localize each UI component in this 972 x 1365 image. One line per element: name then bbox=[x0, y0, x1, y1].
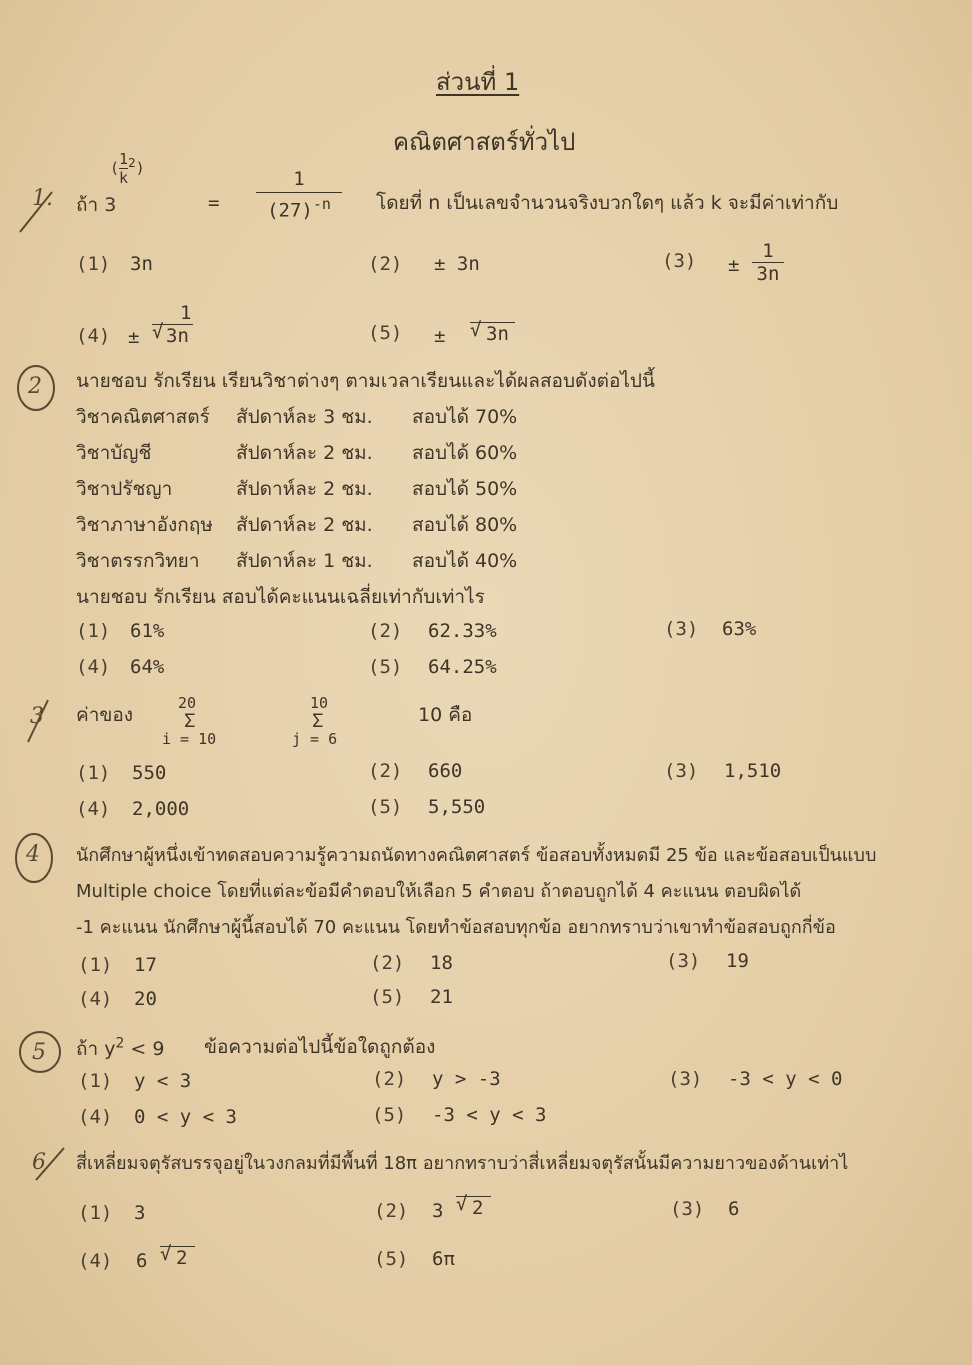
choice-label: (1) bbox=[76, 253, 111, 275]
q1-if-base: ถ้า 3 bbox=[76, 194, 117, 216]
q1-frac-den: $(27)^{-n}$ bbox=[256, 192, 342, 221]
choice-label: (5) bbox=[374, 1248, 409, 1270]
choice-pm: ± bbox=[128, 326, 140, 348]
choice-label: (3) bbox=[664, 760, 699, 782]
q4-line-3: -1 คะแนน นักศึกษาผู้นี้สอบได้ 70 คะแนน โดยทำข้อสอบทุกข้อ อยากทราบว่าเขาทำข้อสอบถูกกี่ข้อ bbox=[76, 917, 836, 938]
choice-text: 17 bbox=[134, 954, 157, 976]
choice-label: (5) bbox=[368, 656, 403, 678]
question-number: 2 bbox=[28, 374, 42, 399]
choice-label: (3) bbox=[666, 950, 701, 972]
sum2-upper-limit: 10 bbox=[310, 694, 329, 712]
question-number: 5 bbox=[32, 1040, 46, 1065]
choice-pm: ± bbox=[728, 254, 740, 276]
choice-text: 3 bbox=[134, 1202, 146, 1224]
choice-label: (3) bbox=[668, 1068, 703, 1090]
choice-label: (4) bbox=[76, 798, 111, 820]
choice-label: (5) bbox=[368, 322, 403, 344]
subject-title: คณิตศาสตร์ทั่วไป bbox=[393, 128, 576, 156]
choice-text: 2,000 bbox=[132, 798, 190, 820]
choice-label: (4) bbox=[76, 325, 111, 347]
choice-label: (2) bbox=[368, 253, 403, 275]
q1-exponent: ( $\frac{1}{k}$ $^2$) bbox=[110, 150, 145, 187]
choice-text: 19 bbox=[726, 950, 749, 972]
q2-question: นายชอบ รักเรียน สอบได้คะแนนเฉลี่ยเท่ากับเท่าไร bbox=[76, 586, 485, 608]
subject-cell: วิชาปรัชญา bbox=[76, 478, 173, 500]
q1-equals: = bbox=[208, 192, 220, 214]
choice-text: 3n bbox=[130, 253, 153, 275]
choice-label: (2) bbox=[368, 620, 403, 642]
sum2-lower-limit: j = 6 bbox=[292, 730, 338, 748]
subject-cell: วิชาบัญชี bbox=[76, 442, 152, 464]
choice-coefficient: 3 bbox=[432, 1200, 444, 1222]
choice-text: 6π bbox=[432, 1248, 455, 1270]
question-number: 3 bbox=[30, 704, 44, 729]
hours-cell: สัปดาห์ละ 2 ชม. bbox=[236, 514, 373, 536]
subject-cell: วิชาภาษาอังกฤษ bbox=[76, 514, 213, 536]
hours-cell: สัปดาห์ละ 3 ชม. bbox=[236, 406, 373, 428]
choice-label: (2) bbox=[372, 1068, 407, 1090]
sigma-symbol: Σ bbox=[312, 710, 324, 732]
choice-label: (4) bbox=[76, 656, 111, 678]
hours-cell: สัปดาห์ละ 1 ชม. bbox=[236, 550, 373, 572]
q4-line-1: นักศึกษาผู้หนึ่งเข้าทดสอบความรู้ความถนัดทางคณิตศาสตร์ ข้อสอบทั้งหมดมี 25 ข้อ และข้อสอบเป็นแบบ bbox=[76, 845, 877, 866]
choice-label: (1) bbox=[78, 954, 113, 976]
choice-label: (4) bbox=[78, 988, 113, 1010]
hours-cell: สัปดาห์ละ 2 ชม. bbox=[236, 442, 373, 464]
choice-pm: ± bbox=[434, 325, 446, 347]
choice-text: 63% bbox=[722, 618, 757, 640]
choice-text: 5,550 bbox=[428, 796, 486, 818]
part-title: ส่วนที่ 1 bbox=[436, 68, 520, 96]
choice-text: 550 bbox=[132, 762, 167, 784]
choice-text: y < 3 bbox=[134, 1070, 192, 1092]
q2-intro: นายชอบ รักเรียน เรียนวิชาต่างๆ ตามเวลาเรียนและได้ผลสอบดังต่อไปนี้ bbox=[76, 370, 655, 392]
subject-cell: วิชาคณิตศาสตร์ bbox=[76, 406, 210, 428]
choice-text: y > -3 bbox=[432, 1068, 501, 1090]
choice-text: 20 bbox=[134, 988, 157, 1010]
choice-label: (2) bbox=[368, 760, 403, 782]
choice-label: (3) bbox=[664, 618, 699, 640]
score-cell: สอบได้ 50% bbox=[412, 478, 518, 500]
choice-text: 18 bbox=[430, 952, 453, 974]
choice-text: 64% bbox=[130, 656, 165, 678]
q1-fraction bbox=[256, 168, 342, 221]
question-number: 6 bbox=[32, 1150, 46, 1175]
hours-cell: สัปดาห์ละ 2 ชม. bbox=[236, 478, 373, 500]
q5-question: ข้อความต่อไปนี้ข้อใดถูกต้อง bbox=[204, 1036, 436, 1058]
choice-text: 61% bbox=[130, 620, 165, 642]
choice-fraction: 1 3n bbox=[752, 240, 784, 285]
choice-coefficient: 6 bbox=[136, 1250, 148, 1272]
choice-label: (3) bbox=[662, 250, 697, 272]
choice-text: 21 bbox=[430, 986, 453, 1008]
choice-label: (4) bbox=[78, 1250, 113, 1272]
choice-label: (5) bbox=[368, 796, 403, 818]
choice-label: (4) bbox=[78, 1106, 113, 1128]
choice-text: 64.25% bbox=[428, 656, 497, 678]
choice-radical: √ 2 bbox=[456, 1196, 491, 1219]
choice-text: 1,510 bbox=[724, 760, 782, 782]
choice-radical: √ 3n bbox=[152, 324, 193, 347]
score-cell: สอบได้ 70% bbox=[412, 406, 518, 428]
q1-frac-num: 1 bbox=[293, 168, 305, 190]
score-cell: สอบได้ 40% bbox=[412, 550, 518, 572]
choice-numerator: 1 bbox=[180, 302, 192, 324]
choice-label: (2) bbox=[370, 952, 405, 974]
q6-text: สี่เหลี่ยมจตุรัสบรรจุอยู่ในวงกลมที่มีพื้นที่ 18π อยากทราบว่าสี่เหลี่ยมจตุรัสนั้นมีความยาวของด้านเท่าไ bbox=[76, 1153, 849, 1174]
score-cell: สอบได้ 80% bbox=[412, 514, 518, 536]
sigma-symbol: Σ bbox=[184, 710, 196, 732]
q4-line-2: Multiple choice โดยที่แต่ละข้อมีคำตอบให้เลือก 5 คำตอบ ถ้าตอบถูกได้ 4 คะแนน ตอบผิดได้ bbox=[76, 881, 802, 902]
choice-text: 0 < y < 3 bbox=[134, 1106, 237, 1128]
choice-label: (1) bbox=[76, 620, 111, 642]
choice-radical: √ 2 bbox=[160, 1246, 195, 1269]
choice-radical: √ 3n bbox=[470, 322, 515, 345]
choice-text: 660 bbox=[428, 760, 463, 782]
choice-text: 6 bbox=[728, 1198, 740, 1220]
choice-label: (3) bbox=[670, 1198, 705, 1220]
choice-label: (1) bbox=[76, 762, 111, 784]
score-cell: สอบได้ 60% bbox=[412, 442, 518, 464]
choice-text: 62.33% bbox=[428, 620, 497, 642]
choice-label: (2) bbox=[374, 1200, 409, 1222]
choice-text: ± 3n bbox=[434, 253, 480, 275]
q1-condition: โดยที่ n เป็นเลขจำนวนจริงบวกใดๆ แล้ว k จะมีค่าเท่ากับ bbox=[376, 192, 839, 214]
choice-label: (5) bbox=[370, 986, 405, 1008]
choice-label: (5) bbox=[372, 1104, 407, 1126]
choice-label: (1) bbox=[78, 1070, 113, 1092]
q5-condition: ถ้า $y^2 < 9$ bbox=[76, 1035, 165, 1060]
subject-cell: วิชาตรรกวิทยา bbox=[76, 550, 200, 572]
choice-text: -3 < y < 3 bbox=[432, 1104, 547, 1126]
q3-suffix: 10 คือ bbox=[418, 704, 473, 726]
question-number: 4 bbox=[26, 842, 40, 867]
question-number: 1. bbox=[32, 186, 53, 211]
choice-text: -3 < y < 0 bbox=[728, 1068, 843, 1090]
q3-prefix: ค่าของ bbox=[76, 704, 134, 726]
sum1-lower-limit: i = 10 bbox=[162, 730, 217, 748]
choice-label: (1) bbox=[78, 1202, 113, 1224]
sum1-upper-limit: 20 bbox=[178, 694, 197, 712]
